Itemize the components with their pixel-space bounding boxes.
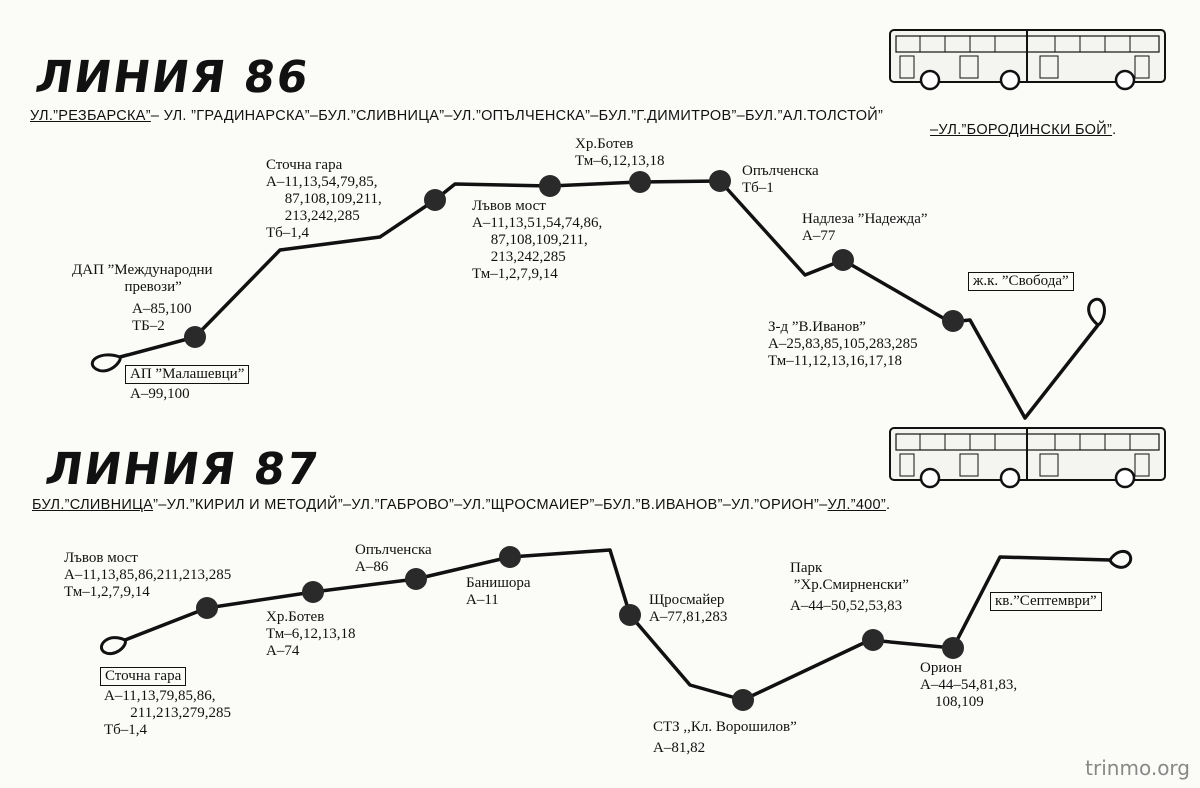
line87-label-banishora: Банишора bbox=[466, 575, 531, 591]
stop-lines: А–77 bbox=[802, 228, 836, 244]
line87-label-botev: Хр.Ботев bbox=[266, 609, 325, 625]
line87-stop-stz bbox=[732, 689, 754, 711]
stop-lines: А–77,81,283 bbox=[649, 609, 728, 625]
line86-label-lavov: Лъвов мост bbox=[472, 198, 546, 214]
line86-start-loop bbox=[92, 355, 120, 371]
line87-stop-shtrosmaier bbox=[619, 604, 641, 626]
route-segment: – УЛ. ”ГРАДИНАРСКА”–БУЛ.”СЛИВНИЦА”–УЛ.”ОПЪЛЧЕНСКА”–БУЛ.”Г.ДИМИТРОВ”–БУЛ.”АЛ.ТОЛСТОЙ” bbox=[150, 108, 884, 124]
route-segment: БУЛ.”СЛИВНИЦА bbox=[32, 497, 154, 513]
stop-name: кв.”Септември” bbox=[990, 592, 1102, 611]
line86-label-svoboda bbox=[968, 272, 1074, 291]
line86-stop-nadezhda bbox=[832, 249, 854, 271]
stop-lines: А–11,13,54,79,85, 87,108,109,211, 213,242,285 Тб–1,4 bbox=[266, 174, 382, 241]
stop-lines: Тб–1 bbox=[742, 180, 774, 196]
stop-lines: А–44–50,52,53,83 bbox=[790, 598, 903, 614]
stop-lines: А–25,83,85,105,283,285 Тм–11,12,13,16,17,18 bbox=[768, 336, 918, 369]
line86-label-botev: Хр.Ботев bbox=[575, 136, 634, 152]
line86-label-stochna: Сточна гара bbox=[266, 157, 343, 173]
route-segment: . bbox=[1112, 122, 1117, 138]
stop-lines: А–11 bbox=[466, 592, 499, 608]
line86-route-text-end bbox=[930, 122, 1116, 138]
line87-route-text bbox=[32, 497, 890, 513]
line86-label-malashevtsi bbox=[125, 365, 249, 384]
stop-lines: А–11,13,79,85,86, 211,213,279,285 Тб–1,4 bbox=[104, 688, 231, 738]
line86-label-ivanov: З-д ”В.Иванов” bbox=[768, 319, 866, 335]
line86-stop-ivanov bbox=[942, 310, 964, 332]
line87-label-park: Парк ”Хр.Смирненски” bbox=[790, 560, 909, 593]
line87-label-orion: Орион bbox=[920, 660, 962, 676]
line87-start-loop bbox=[101, 638, 125, 654]
line87-end-loop bbox=[1110, 551, 1131, 567]
line87-label-lavov: Лъвов мост bbox=[64, 550, 138, 566]
line87-label-stochna bbox=[100, 667, 186, 686]
route-segment: . bbox=[886, 497, 891, 513]
line86-stop-lavov bbox=[539, 175, 561, 197]
line87-label-shtrosmaier: Щросмайер bbox=[649, 592, 725, 608]
line86-title: ЛИНИЯ 86 bbox=[32, 52, 314, 103]
line86-route-text bbox=[30, 108, 883, 124]
stop-lines: А–85,100 ТБ–2 bbox=[132, 301, 192, 334]
route-segment: УЛ.”РЕЗБАРСКА” bbox=[30, 108, 151, 124]
line86-stop-stochna bbox=[424, 189, 446, 211]
stop-name: Сточна гара bbox=[100, 667, 186, 686]
line86-label-dap: ДАП ”Международни превози” bbox=[72, 262, 213, 295]
stop-lines: Тм–6,12,13,18 bbox=[575, 153, 665, 169]
line87-stop-orion bbox=[942, 637, 964, 659]
stop-name: ж.к. ”Свобода” bbox=[968, 272, 1074, 291]
line86-end-loop bbox=[1089, 299, 1105, 325]
route-segment: УЛ.”400” bbox=[827, 497, 887, 513]
stop-lines: А–11,13,51,54,74,86, 87,108,109,211, 213,242,285 Тм–1,2,7,9,14 bbox=[472, 215, 603, 282]
line87-stop-opalchenska bbox=[405, 568, 427, 590]
line87-label-septemvri bbox=[990, 592, 1102, 611]
bus-icon bbox=[890, 428, 1165, 487]
line87-stop-botev bbox=[302, 581, 324, 603]
stop-lines: А–99,100 bbox=[130, 386, 190, 402]
watermark: trinmo.org bbox=[1085, 756, 1190, 780]
stop-lines: А–44–54,81,83, 108,109 bbox=[920, 677, 1018, 710]
line87-label-stz: СТЗ ,,Кл. Ворошилов” bbox=[653, 719, 797, 735]
line86-stop-botev bbox=[629, 171, 651, 193]
route-segment: ”–УЛ.”КИРИЛ И МЕТОДИЙ”–УЛ.”ГАБРОВО”–УЛ.”ЩРОСМАИЕР”–БУЛ.”В.ИВАНОВ”–УЛ.”ОРИОН”– bbox=[153, 497, 828, 513]
line87-title: ЛИНИЯ 87 bbox=[42, 444, 324, 495]
line87-stop-park bbox=[862, 629, 884, 651]
line87-stop-banishora bbox=[499, 546, 521, 568]
stop-name: АП ”Малашевци” bbox=[125, 365, 249, 384]
bus-icon bbox=[890, 30, 1165, 89]
stop-lines: А–86 bbox=[355, 559, 389, 575]
line86-label-nadezhda: Надлеза ”Надежда” bbox=[802, 211, 928, 227]
stop-lines: А–81,82 bbox=[653, 740, 706, 756]
line87-label-opalchenska: Опълченска bbox=[355, 542, 432, 558]
line86-stop-opalchenska bbox=[709, 170, 731, 192]
stop-lines: Тм–6,12,13,18 А–74 bbox=[266, 626, 356, 659]
route-segment: –УЛ.”БОРОДИНСКИ БОЙ” bbox=[930, 122, 1113, 138]
stop-lines: А–11,13,85,86,211,213,285 Тм–1,2,7,9,14 bbox=[64, 567, 232, 600]
line86-label-opalchenska: Опълченска bbox=[742, 163, 819, 179]
